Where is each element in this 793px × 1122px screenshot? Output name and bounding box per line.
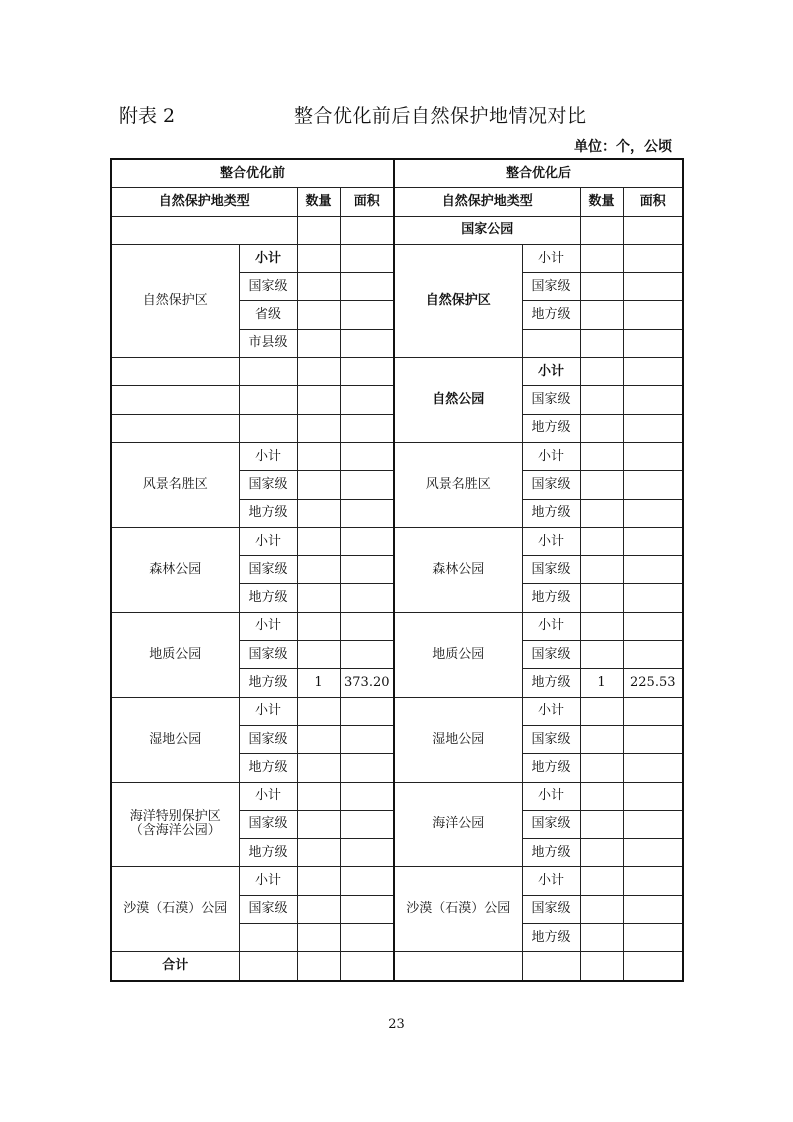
total-label: 合计	[111, 952, 239, 981]
left-marine-reserve: 海洋特别保护区 （含海洋公园）	[111, 782, 239, 867]
cell	[580, 499, 623, 527]
cell	[297, 216, 340, 244]
cell	[340, 471, 394, 499]
left-geopark-local-count: 1	[297, 669, 340, 697]
cell	[297, 329, 340, 357]
cell	[297, 924, 340, 952]
cell	[340, 358, 394, 386]
cell	[340, 782, 394, 810]
cell	[297, 697, 340, 725]
level-local: 地方级	[522, 754, 580, 782]
right-wetland-park: 湿地公园	[394, 697, 522, 782]
level-national: 国家级	[239, 725, 297, 753]
after-header: 整合优化后	[394, 159, 683, 188]
cell	[580, 584, 623, 612]
cell	[580, 782, 623, 810]
right-nature-reserve: 自然保护区	[394, 244, 522, 357]
cell	[623, 584, 683, 612]
cell	[340, 244, 394, 272]
level-subtotal: 小计	[239, 442, 297, 470]
level-subtotal: 小计	[522, 782, 580, 810]
cell	[580, 329, 623, 357]
right-geopark-local-count: 1	[580, 669, 623, 697]
cell	[623, 867, 683, 895]
cell	[623, 273, 683, 301]
table-row	[111, 782, 683, 810]
level-local: 地方级	[522, 924, 580, 952]
cell	[340, 612, 394, 640]
cell	[340, 867, 394, 895]
cell	[340, 895, 394, 923]
cell	[623, 414, 683, 442]
cell	[340, 527, 394, 555]
cell	[623, 386, 683, 414]
level-local: 地方级	[522, 499, 580, 527]
right-forest-park: 森林公园	[394, 527, 522, 612]
cell	[340, 414, 394, 442]
cell	[580, 641, 623, 669]
cell	[297, 641, 340, 669]
level-subtotal: 小计	[522, 442, 580, 470]
cell	[111, 414, 239, 442]
cell	[580, 612, 623, 640]
left-geopark-local-area: 373.20	[340, 669, 394, 697]
cell	[340, 924, 394, 952]
cell	[340, 641, 394, 669]
cell	[580, 244, 623, 272]
cell	[623, 895, 683, 923]
cell	[340, 810, 394, 838]
table-row	[111, 697, 683, 725]
table-row	[111, 188, 683, 216]
right-geopark-local-area: 225.53	[623, 669, 683, 697]
cell	[297, 810, 340, 838]
cell	[340, 584, 394, 612]
level-local: 地方级	[522, 301, 580, 329]
level-subtotal: 小计	[239, 612, 297, 640]
level-national: 国家级	[239, 273, 297, 301]
level-national: 国家级	[522, 810, 580, 838]
right-desert-park: 沙漠（石漠）公园	[394, 867, 522, 952]
level-national: 国家级	[522, 556, 580, 584]
cell	[340, 754, 394, 782]
level-subtotal: 小计	[239, 527, 297, 555]
left-desert-park: 沙漠（石漠）公园	[111, 867, 239, 952]
level-provincial: 省级	[239, 301, 297, 329]
cell	[580, 725, 623, 753]
cell	[580, 273, 623, 301]
cell	[239, 414, 297, 442]
cell	[623, 924, 683, 952]
level-local: 地方级	[239, 669, 297, 697]
level-subtotal: 小计	[522, 527, 580, 555]
cell	[623, 442, 683, 470]
cell	[623, 471, 683, 499]
cell	[580, 697, 623, 725]
level-local: 地方级	[239, 754, 297, 782]
level-national: 国家级	[522, 471, 580, 499]
cell	[580, 810, 623, 838]
cell	[580, 414, 623, 442]
cell	[623, 754, 683, 782]
table-row	[111, 867, 683, 895]
cell	[297, 414, 340, 442]
cell	[623, 216, 683, 244]
cell	[580, 442, 623, 470]
cell	[297, 584, 340, 612]
col-count-before: 数量	[297, 188, 340, 216]
col-type-before: 自然保护地类型	[111, 188, 297, 216]
level-national: 国家级	[239, 810, 297, 838]
level-national: 国家级	[522, 386, 580, 414]
cell	[623, 810, 683, 838]
cell	[297, 952, 340, 981]
table-row	[111, 159, 683, 188]
cell	[394, 952, 522, 981]
level-national: 国家级	[522, 895, 580, 923]
level-national: 国家级	[239, 641, 297, 669]
left-forest-park: 森林公园	[111, 527, 239, 612]
cell	[297, 499, 340, 527]
cell	[623, 358, 683, 386]
level-subtotal: 小计	[239, 244, 297, 272]
cell	[297, 754, 340, 782]
cell	[297, 867, 340, 895]
cell	[580, 386, 623, 414]
cell	[580, 839, 623, 867]
cell	[623, 839, 683, 867]
cell	[297, 442, 340, 470]
cell	[340, 556, 394, 584]
level-subtotal: 小计	[522, 867, 580, 895]
cell	[623, 782, 683, 810]
col-area-after: 面积	[623, 188, 683, 216]
level-subtotal: 小计	[239, 867, 297, 895]
cell	[580, 216, 623, 244]
cell	[297, 725, 340, 753]
cell	[580, 471, 623, 499]
level-national: 国家级	[239, 471, 297, 499]
national-park-label: 国家公园	[394, 216, 580, 244]
cell	[580, 527, 623, 555]
cell	[580, 952, 623, 981]
cell	[340, 697, 394, 725]
cell	[580, 754, 623, 782]
cell	[111, 358, 239, 386]
level-local: 地方级	[522, 414, 580, 442]
cell	[297, 244, 340, 272]
level-subtotal: 小计	[522, 244, 580, 272]
level-subtotal: 小计	[239, 697, 297, 725]
left-nature-reserve: 自然保护区	[111, 244, 239, 357]
before-header: 整合优化前	[111, 159, 394, 188]
cell	[623, 301, 683, 329]
table-row	[111, 612, 683, 640]
cell	[580, 924, 623, 952]
level-national: 国家级	[522, 273, 580, 301]
table-row	[111, 216, 683, 244]
level-local: 地方级	[239, 584, 297, 612]
level-local: 地方级	[522, 669, 580, 697]
level-local: 地方级	[239, 499, 297, 527]
col-area-before: 面积	[340, 188, 394, 216]
cell	[623, 499, 683, 527]
cell	[297, 612, 340, 640]
cell	[623, 641, 683, 669]
cell	[623, 244, 683, 272]
appendix-label: 附表 2	[119, 105, 176, 127]
level-subtotal: 小计	[522, 358, 580, 386]
level-national: 国家级	[239, 895, 297, 923]
cell	[623, 697, 683, 725]
cell	[297, 556, 340, 584]
level-local: 地方级	[522, 584, 580, 612]
level-subtotal: 小计	[239, 782, 297, 810]
cell	[239, 358, 297, 386]
level-national: 国家级	[239, 556, 297, 584]
cell	[623, 527, 683, 555]
left-scenic-area: 风景名胜区	[111, 442, 239, 527]
cell	[297, 471, 340, 499]
cell	[239, 924, 297, 952]
cell	[522, 952, 580, 981]
cell	[623, 952, 683, 981]
cell	[297, 527, 340, 555]
level-local: 地方级	[239, 839, 297, 867]
level-national: 国家级	[522, 641, 580, 669]
cell	[297, 839, 340, 867]
cell	[297, 301, 340, 329]
cell	[580, 895, 623, 923]
cell	[297, 782, 340, 810]
cell	[580, 556, 623, 584]
comparison-table	[110, 158, 684, 982]
level-city-county: 市县级	[239, 329, 297, 357]
cell	[297, 358, 340, 386]
cell	[340, 952, 394, 981]
right-geopark: 地质公园	[394, 612, 522, 697]
cell	[522, 329, 580, 357]
cell	[111, 386, 239, 414]
cell	[340, 216, 394, 244]
cell	[580, 301, 623, 329]
cell	[111, 216, 297, 244]
page-number: 23	[388, 1017, 405, 1032]
page-title: 整合优化前后自然保护地情况对比	[294, 105, 587, 127]
cell	[580, 358, 623, 386]
cell	[623, 329, 683, 357]
table-row	[111, 244, 683, 272]
cell	[239, 952, 297, 981]
cell	[340, 301, 394, 329]
cell	[297, 273, 340, 301]
level-national: 国家级	[522, 725, 580, 753]
cell	[623, 556, 683, 584]
level-subtotal: 小计	[522, 612, 580, 640]
cell	[340, 839, 394, 867]
cell	[340, 725, 394, 753]
cell	[297, 895, 340, 923]
cell	[580, 867, 623, 895]
right-scenic-area: 风景名胜区	[394, 442, 522, 527]
cell	[239, 386, 297, 414]
table-row	[111, 442, 683, 470]
left-geopark: 地质公园	[111, 612, 239, 697]
right-marine-park: 海洋公园	[394, 782, 522, 867]
right-nature-park: 自然公园	[394, 358, 522, 443]
cell	[623, 612, 683, 640]
cell	[340, 442, 394, 470]
cell	[340, 499, 394, 527]
cell	[340, 273, 394, 301]
col-type-after: 自然保护地类型	[394, 188, 580, 216]
level-local: 地方级	[522, 839, 580, 867]
cell	[297, 386, 340, 414]
col-count-after: 数量	[580, 188, 623, 216]
cell	[340, 386, 394, 414]
table-row	[111, 952, 683, 981]
unit-label: 单位：个，公顷	[574, 139, 672, 155]
table-row	[111, 358, 683, 386]
level-subtotal: 小计	[522, 697, 580, 725]
cell	[340, 329, 394, 357]
cell	[623, 725, 683, 753]
table-row	[111, 527, 683, 555]
left-wetland-park: 湿地公园	[111, 697, 239, 782]
